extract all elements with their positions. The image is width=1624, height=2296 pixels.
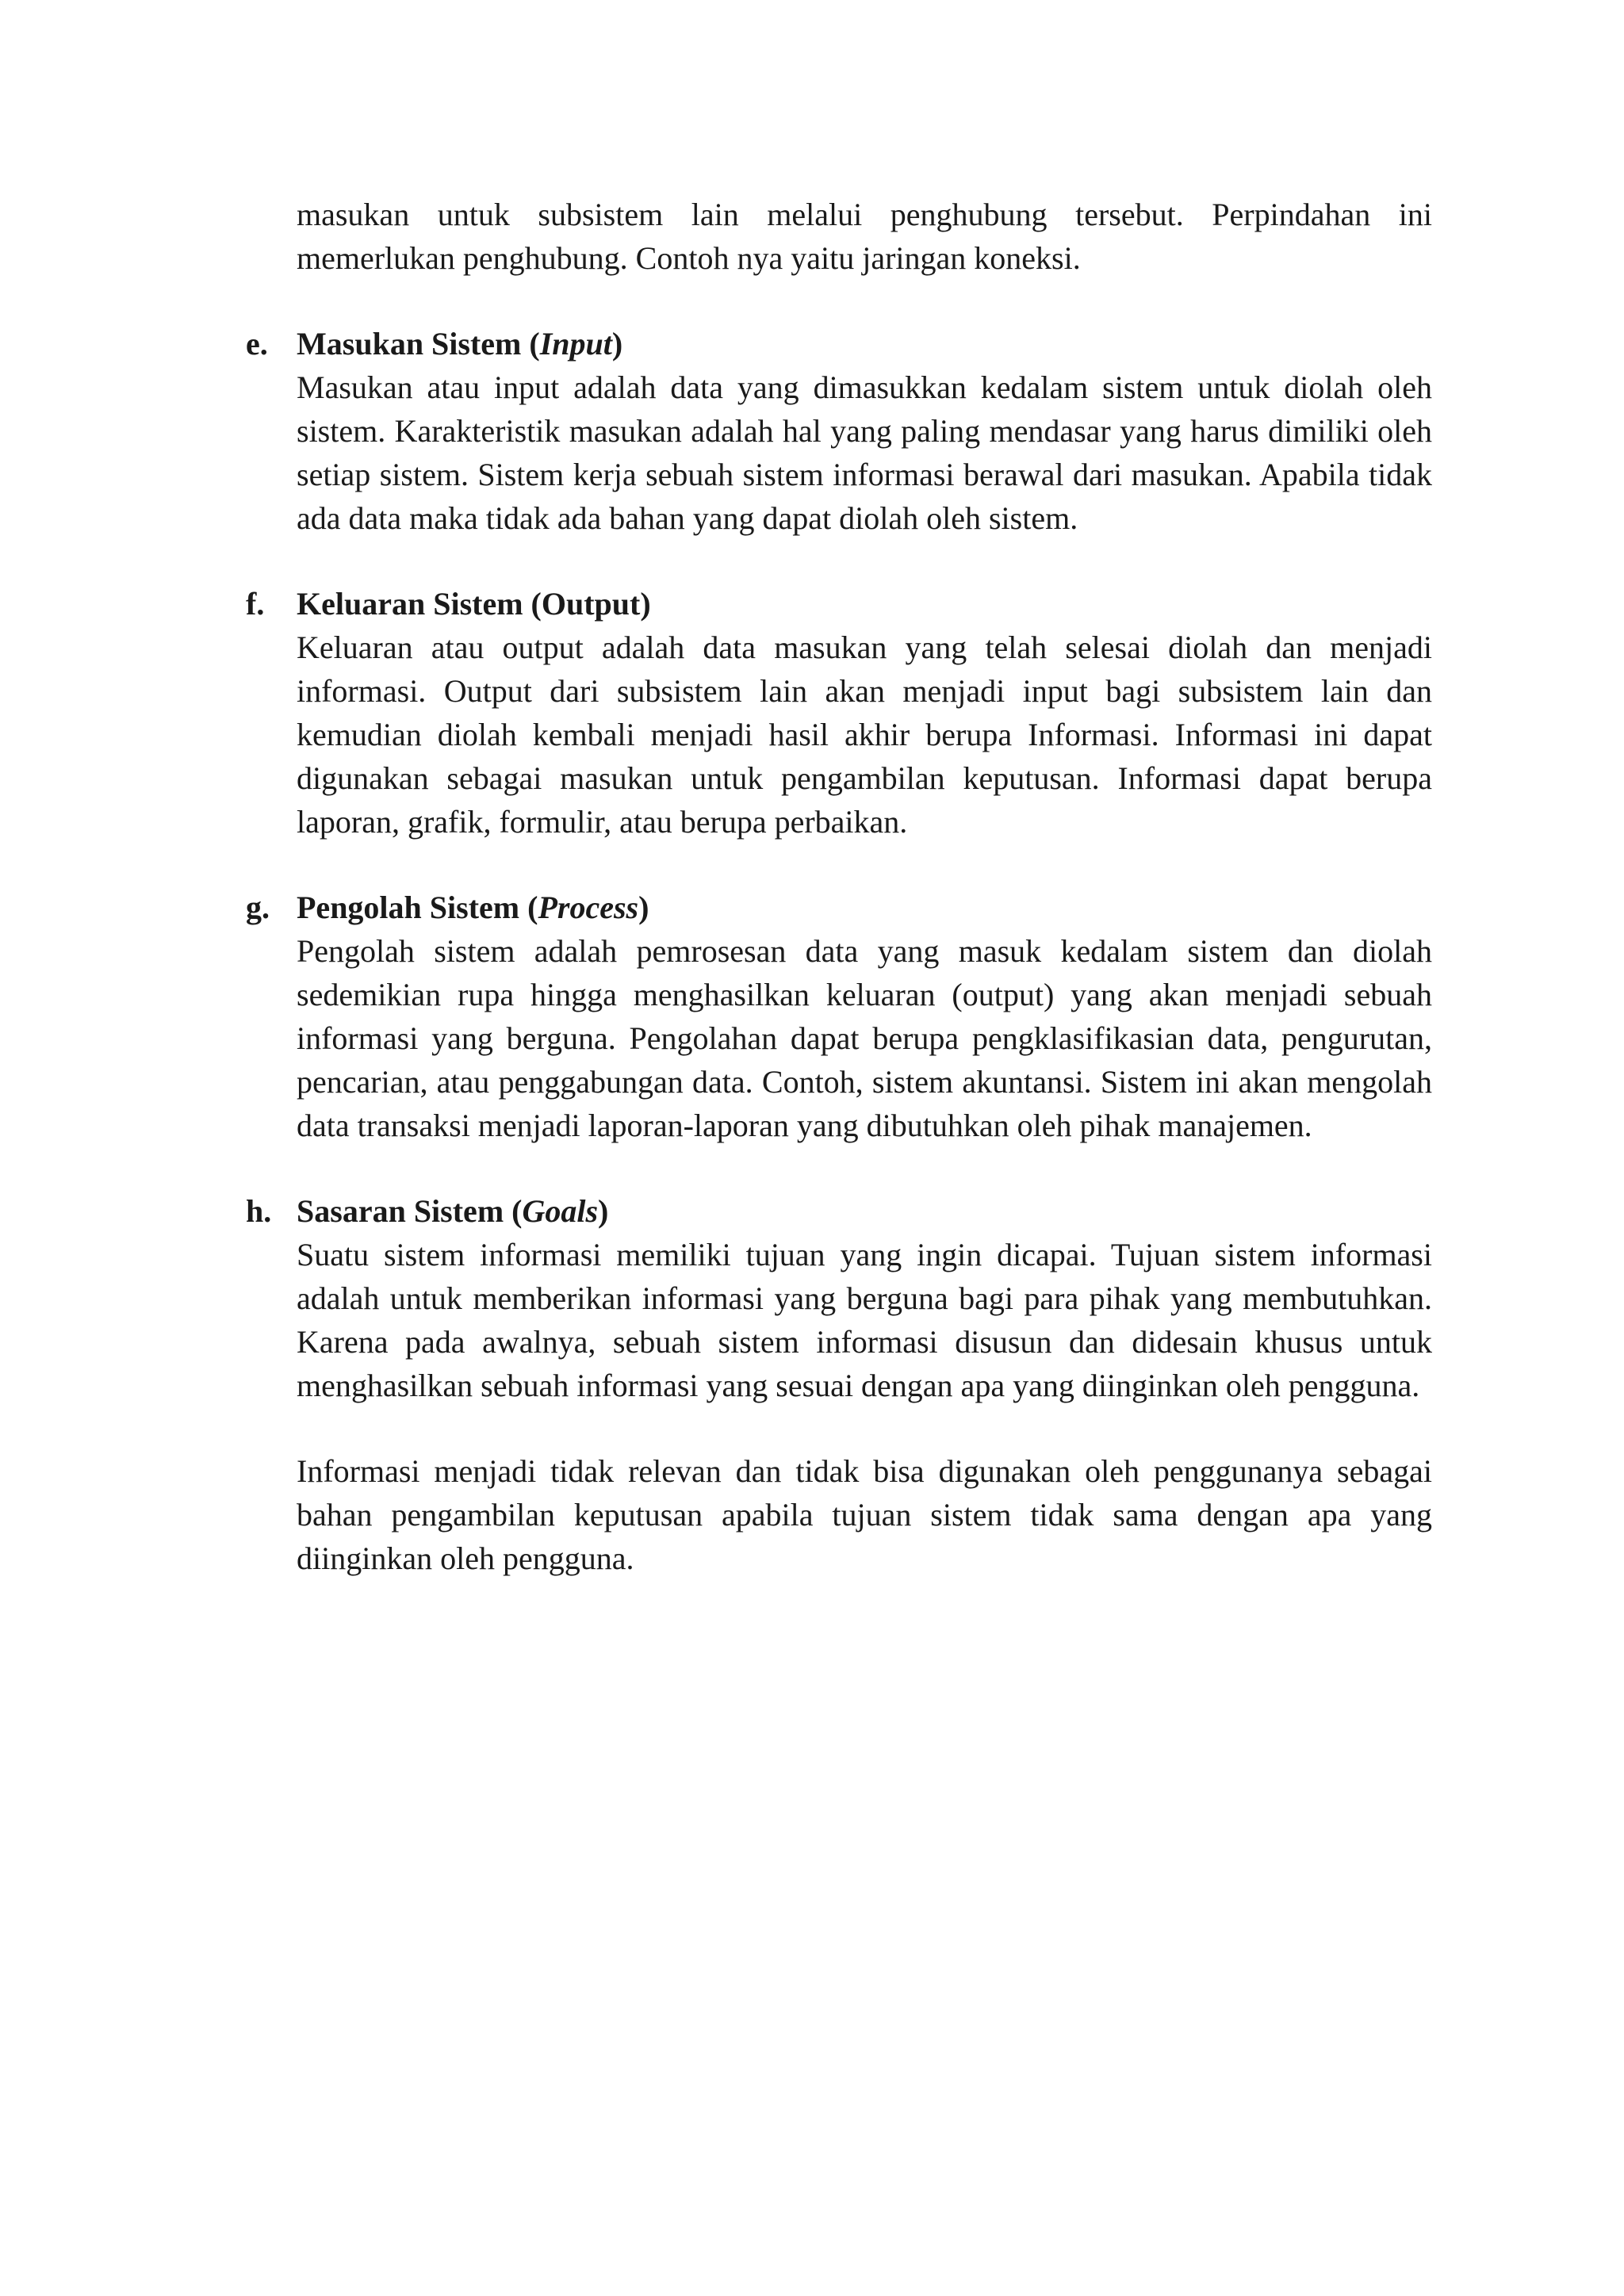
heading-emphasis: Goals <box>522 1193 599 1229</box>
section-heading <box>297 322 1432 365</box>
section-marker: h. <box>246 1193 272 1229</box>
heading-emphasis: Input <box>539 326 612 362</box>
heading-suffix: ) <box>598 1193 609 1229</box>
section-heading <box>297 886 1432 929</box>
heading-text: Keluaran Sistem (Output) <box>297 586 651 622</box>
closing-paragraph: Informasi menjadi tidak relevan dan tidak bisa digunakan oleh penggunanya sebagai bahan pengambilan keputusan apabila tujuan sistem tidak sama dengan apa yang diinginkan oleh pengguna. <box>297 1453 1432 1576</box>
section-f <box>246 582 1432 844</box>
section-body: Keluaran atau output adalah data masukan yang telah selesai diolah dan menjadi informasi. Output dari subsistem lain akan menjadi input bagi subsistem lain dan kemudian diolah kembali menjadi hasil akhir berupa Informasi. Informasi ini dapat digunakan sebagai masukan untuk pengambilan keputusan. Informasi dapat berupa laporan, grafik, formulir, atau berupa perbaikan. <box>297 629 1432 840</box>
section-body: Pengolah sistem adalah pemrosesan data yang masuk kedalam sistem dan diolah sedemikian rupa hingga menghasilkan keluaran (output) yang akan menjadi sebuah informasi yang berguna. Pengolahan dapat berupa pengklasifikasian data, pengurutan, pencarian, atau penggabungan data. Contoh, sistem akuntansi. Sistem ini akan mengolah data transaksi menjadi laporan-laporan yang dibutuhkan oleh pihak manajemen. <box>297 933 1432 1143</box>
heading-emphasis: Process <box>538 890 639 925</box>
section-body: Suatu sistem informasi memiliki tujuan yang ingin dicapai. Tujuan sistem informasi adalah untuk memberikan informasi yang berguna bagi para pihak yang membutuhkan. Karena pada awalnya, sebuah sistem informasi disusun dan didesain khusus untuk menghasilkan sebuah informasi yang sesuai dengan apa yang diinginkan oleh pengguna. <box>297 1237 1432 1403</box>
document-body <box>246 193 1432 1580</box>
section-h <box>246 1189 1432 1407</box>
section-body: Masukan atau input adalah data yang dimasukkan kedalam sistem untuk diolah oleh sistem. Karakteristik masukan adalah hal yang paling mendasar yang harus dimiliki oleh setiap sistem. Sistem kerja sebuah sistem informasi berawal dari masukan. Apabila tidak ada data maka tidak ada bahan yang dapat diolah oleh sistem. <box>297 369 1432 536</box>
heading-text: Pengolah Sistem ( <box>297 890 538 925</box>
section-marker: e. <box>246 326 268 362</box>
section-heading <box>297 582 1432 626</box>
section-g <box>246 886 1432 1147</box>
heading-text: Masukan Sistem ( <box>297 326 540 362</box>
section-marker: f. <box>246 586 265 622</box>
heading-text: Sasaran Sistem ( <box>297 1193 523 1229</box>
section-e <box>246 322 1432 540</box>
section-marker: g. <box>246 890 270 925</box>
heading-suffix: ) <box>611 326 623 362</box>
heading-suffix: ) <box>638 890 649 925</box>
intro-paragraph: masukan untuk subsistem lain melalui penghubung tersebut. Perpindahan ini memerlukan penghubung. Contoh nya yaitu jaringan koneksi. <box>297 197 1432 276</box>
section-heading <box>297 1189 1432 1233</box>
